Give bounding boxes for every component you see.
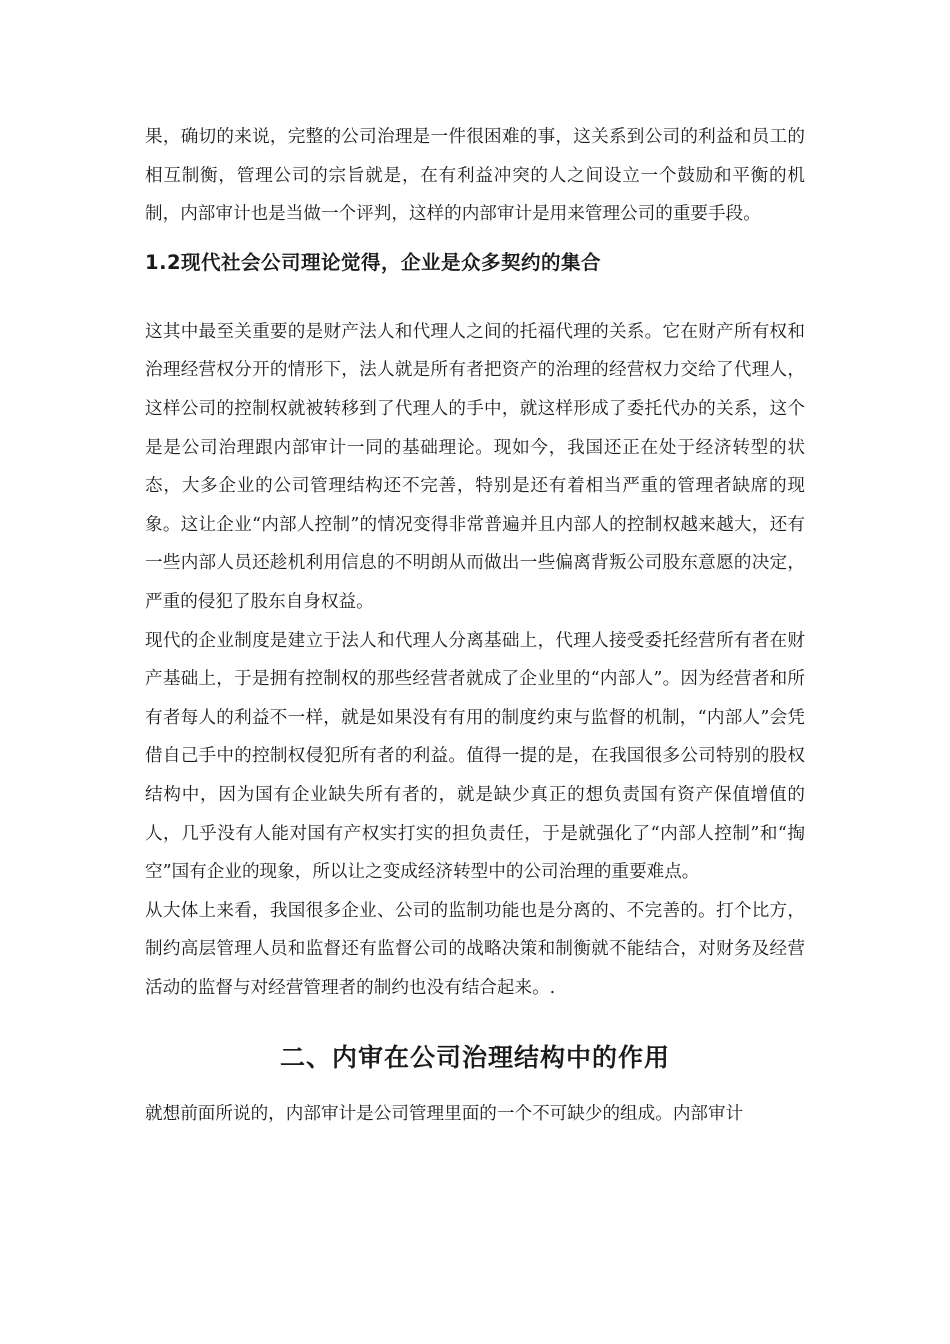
document-page [145,118,805,1134]
section-1-2-heading: 1.2现代社会公司理论觉得，企业是众多契约的集合 [145,250,602,274]
body-paragraph-4: 就想前面所说的，内部审计是公司管理里面的一个不可缺少的组成。内部审计 [145,1104,744,1125]
intro-paragraph: 果，确切的来说，完整的公司治理是一件很困难的事，这关系到公司的利益和员工的相互制衡，管理公司的宗旨就是，在有利益冲突的人之间设立一个鼓励和平衡的机制，内部审计也是当做一个评判，这样的内部审计是用来管理公司的重要手段。 [145,127,805,225]
chapter-2-heading: 二、内审在公司治理结构中的作用 [279,1043,670,1073]
body-paragraph-2: 现代的企业制度是建立于法人和代理人分离基础上，代理人接受委托经营所有者在财产基础上，于是拥有控制权的那些经营者就成了企业里的“内部人”。因为经营者和所有者每人的利益不一样，就是如果没有有用的制度约束与监督的机制，“内部人”会凭借自己手中的控制权侵犯所有者的利益。值得一提的是，在我国很多公司特别的股权结构中，因为国有企业缺失所有者的，就是缺少真正的想负责国有资产保值增值的人，几乎没有人能对国有产权实打实的担负责任，于是就强化了“内部人控制”和“掏空”国有企业的现象，所以让之变成经济转型中的公司治理的重要难点。 [145,630,805,883]
body-paragraph-1: 这其中最至关重要的是财产法人和代理人之间的托福代理的关系。它在财产所有权和治理经营权分开的情形下，法人就是所有者把资产的治理的经营权力交给了代理人，这样公司的控制权就被转移到了代理人的手中，就这样形成了委托代办的关系，这个是是公司治理跟内部审计一同的基础理论。现如今，我国还正在处于经济转型的状态，大多企业的公司管理结构还不完善，特别是还有着相当严重的管理者缺席的现象。这让企业“内部人控制”的情况变得非常普遍并且内部人的控制权越来越大，还有一些内部人员还趁机利用信息的不明朗从而做出一些偏离背叛公司股东意愿的决定，严重的侵犯了股东自身权益。 [145,321,805,612]
spacer [145,282,805,313]
body-paragraph-3: 从大体上来看，我国很多企业、公司的监制功能也是分离的、不完善的。打个比方，制约高层管理人员和监督还有监督公司的战略决策和制衡就不能结合，对财务及经营活动的监督与对经营管理者的制约也没有结合起来。. [145,900,805,998]
